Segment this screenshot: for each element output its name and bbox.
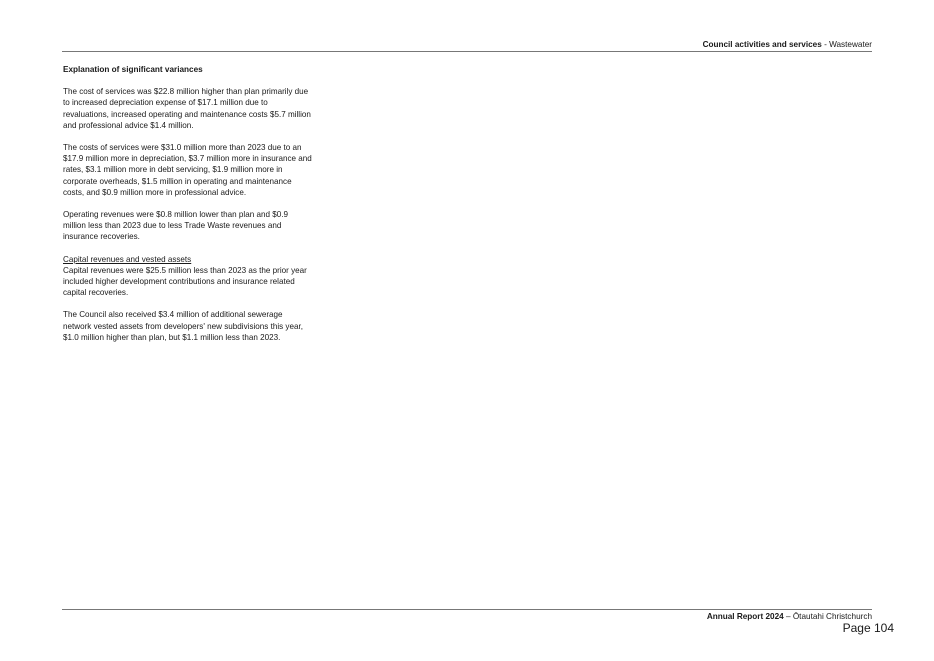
paragraph-cost-vs-plan: The cost of services was $22.8 million higher than plan primarily due to increased depreciation expense of $17.1 million due to revaluations, increased operating and maintenance costs $5.7 million and professional advice $1.4 million. (63, 87, 311, 130)
footer-org: Ōtautahi Christchurch (792, 612, 872, 621)
header-separator: - (821, 40, 830, 49)
running-header (703, 40, 872, 49)
footer-separator: – (783, 612, 793, 621)
page-number: Page 104 (842, 621, 894, 635)
subheading-capital-revenues: Capital revenues and vested assets (63, 254, 192, 264)
footer-rule (62, 609, 872, 610)
paragraph-vested-assets: The Council also received $3.4 million of additional sewerage network vested assets from developers' new subdivisions this year, $1.0 million higher than plan, but $1.1 million less than 2023. (63, 310, 303, 342)
paragraph-capital-revenues: Capital revenues were $25.5 million less than 2023 as the prior year included higher development contributions and insurance related capital recoveries. (63, 265, 307, 298)
paragraph-operating-revenues: Operating revenues were $0.8 million lower than plan and $0.9 million less than 2023 due to less Trade Waste revenues and insurance recoveries. (63, 210, 288, 242)
main-content (63, 64, 313, 354)
header-rule (62, 51, 872, 52)
capital-revenues-block (63, 254, 313, 299)
running-footer (707, 612, 872, 621)
header-section: Council activities and services (702, 40, 822, 49)
section-heading: Explanation of significant variances (63, 65, 203, 74)
header-topic: Wastewater (829, 40, 872, 49)
footer-report: Annual Report 2024 (706, 612, 784, 621)
paragraph-cost-vs-2023: The costs of services were $31.0 million more than 2023 due to an $17.9 million more in depreciation, $3.7 million more in insurance and rates, $3.1 million more in debt servicing, $1.9 million more in corporate overheads, $1.5 million in operating and maintenance costs, and $0.9 million more in professional advice. (63, 143, 312, 197)
